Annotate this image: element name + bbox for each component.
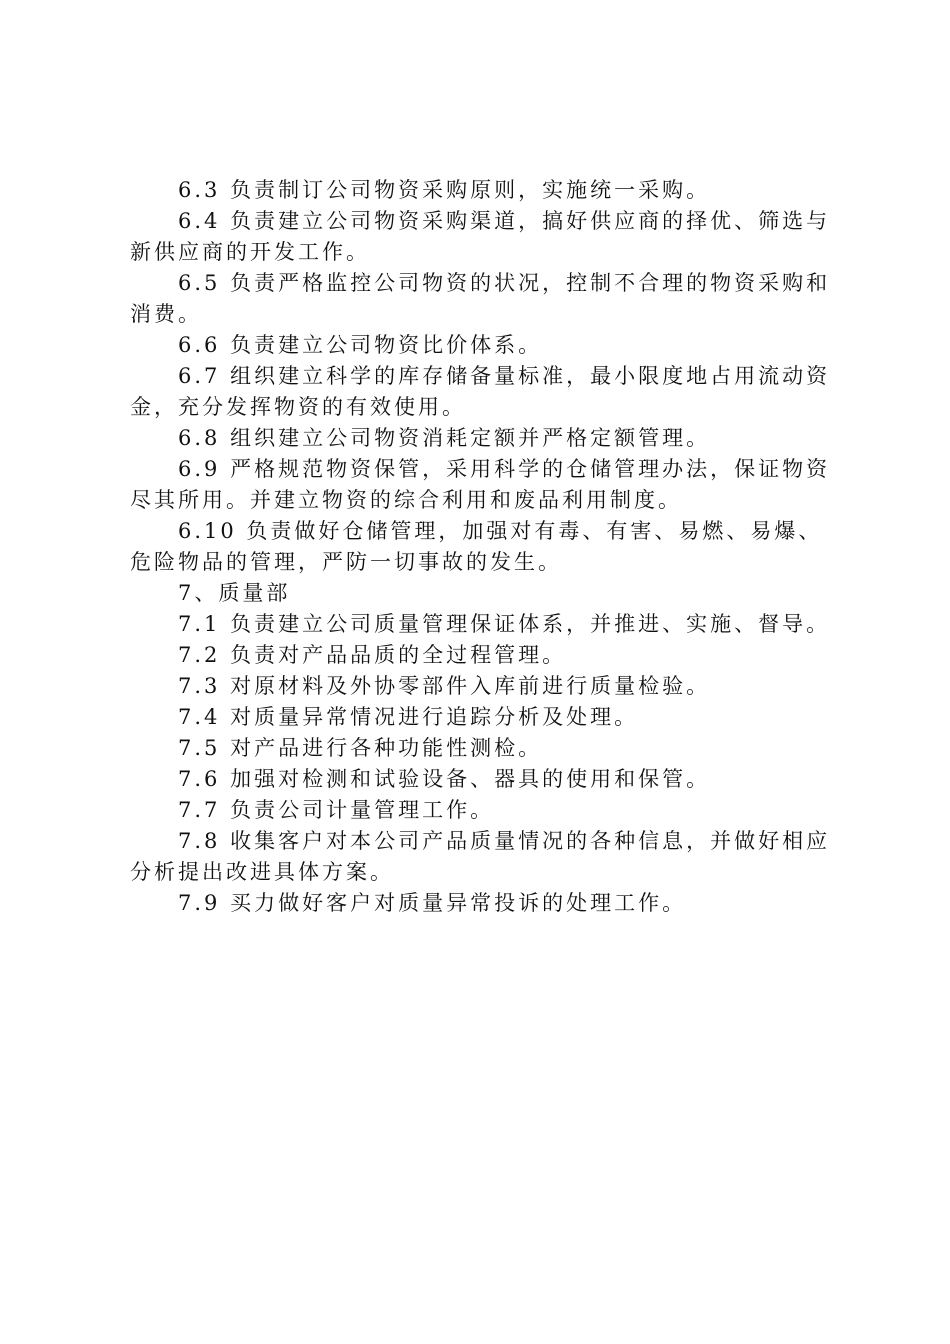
paragraph-6-8: 6.8 组织建立公司物资消耗定额并严格定额管理。 bbox=[178, 426, 711, 450]
paragraph-7-4: 7.4 对质量异常情况进行追踪分析及处理。 bbox=[178, 705, 639, 729]
document-body bbox=[130, 175, 840, 919]
section-heading-quality-dept: 7、质量部 bbox=[178, 581, 291, 605]
paragraph-7-9: 7.9 买力做好客户对质量异常投诉的处理工作。 bbox=[178, 891, 687, 915]
paragraph-6-4: 6.4 负责建立公司物资采购渠道，搞好供应商的择优、筛选与新供应商的开发工作。 bbox=[130, 209, 831, 264]
paragraph-6-3: 6.3 负责制订公司物资采购原则，实施统一采购。 bbox=[178, 178, 711, 202]
paragraph-6-10: 6.10 负责做好仓储管理，加强对有毒、有害、易燃、易爆、危险物品的管理，严防一切事故的发生。 bbox=[130, 519, 823, 574]
paragraph-7-1: 7.1 负责建立公司质量管理保证体系，并推进、实施、督导。 bbox=[178, 612, 831, 636]
paragraph-7-5: 7.5 对产品进行各种功能性测检。 bbox=[178, 736, 543, 760]
paragraph-7-8: 7.8 收集客户对本公司产品质量情况的各种信息，并做好相应分析提出改进具体方案。 bbox=[130, 829, 831, 884]
paragraph-7-7: 7.7 负责公司计量管理工作。 bbox=[178, 798, 495, 822]
paragraph-6-5: 6.5 负责严格监控公司物资的状况，控制不合理的物资采购和消费。 bbox=[130, 271, 831, 326]
paragraph-6-7: 6.7 组织建立科学的库存储备量标准，最小限度地占用流动资金，充分发挥物资的有效使用。 bbox=[130, 364, 831, 419]
paragraph-6-9: 6.9 严格规范物资保管，采用科学的仓储管理办法，保证物资尽其所用。并建立物资的综合利用和废品利用制度。 bbox=[130, 457, 831, 512]
paragraph-6-6: 6.6 负责建立公司物资比价体系。 bbox=[178, 333, 543, 357]
paragraph-7-2: 7.2 负责对产品品质的全过程管理。 bbox=[178, 643, 567, 667]
paragraph-7-3: 7.3 对原材料及外协零部件入库前进行质量检验。 bbox=[178, 674, 711, 698]
paragraph-7-6: 7.6 加强对检测和试验设备、器具的使用和保管。 bbox=[178, 767, 711, 791]
